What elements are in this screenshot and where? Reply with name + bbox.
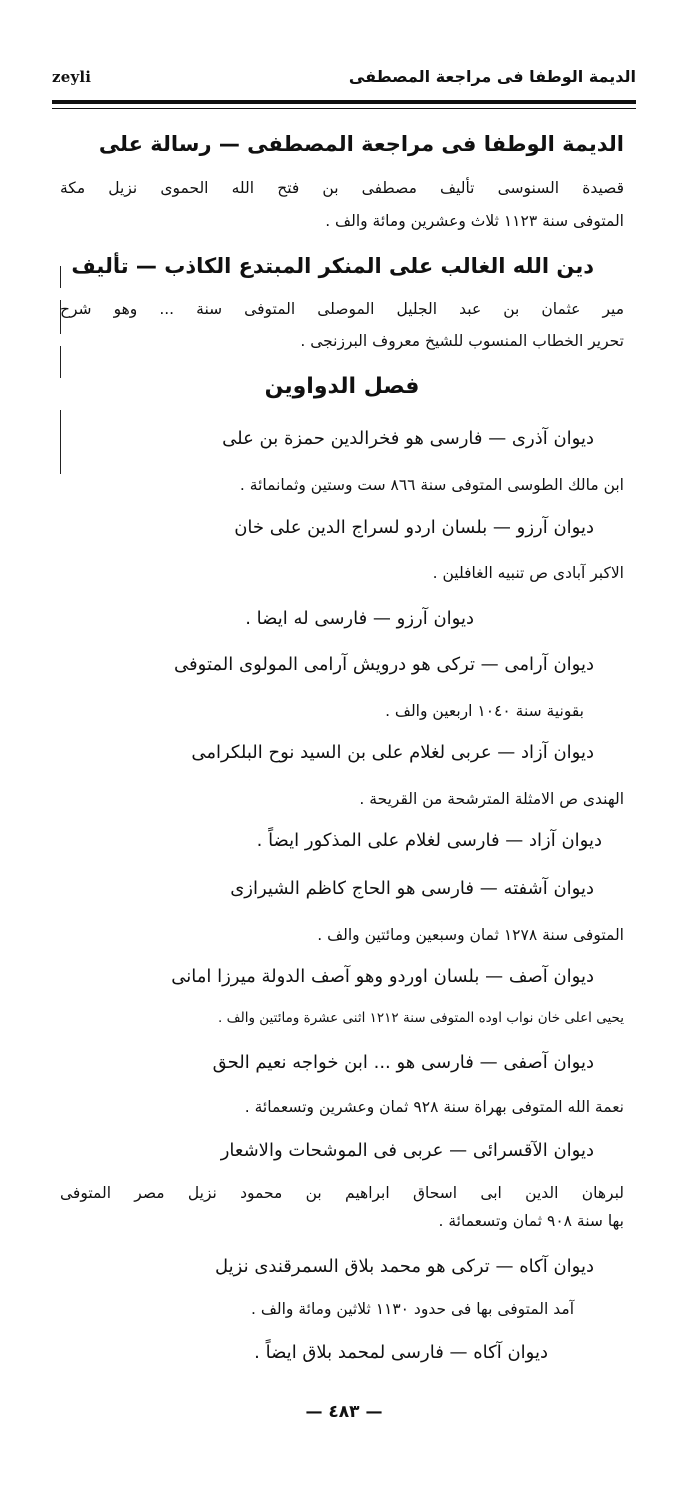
running-head-right: الديمة الوطفا فى مراجعة المصطفى bbox=[348, 67, 636, 86]
entry-line: المتوفى سنة ١١٢٣ ثلاث وعشرين ومائة والف . bbox=[325, 212, 624, 230]
entry-line-heading: الديمة الوطفا فى مراجعة المصطفى — رسالة على bbox=[98, 132, 624, 156]
page-number: — ٤٨٣ — bbox=[305, 1402, 383, 1422]
entry-line: تحرير الخطاب المنسوب للشيخ معروف البرزنجى . bbox=[300, 332, 624, 350]
diwan-line-heading: ديوان آزاد — عربى لغلام على بن السيد نوح البلكرامى bbox=[191, 742, 594, 763]
diwan-line: بها سنة ٩٠٨ ثمان وتسعمائة . bbox=[438, 1212, 624, 1230]
entry-line-heading: دين الله الغالب على المنكر المبتدع الكاذب — تأليف bbox=[71, 254, 594, 278]
running-head-left: zeyli bbox=[52, 68, 92, 86]
diwan-line: ابن مالك الطوسى المتوفى سنة ٨٦٦ ست وستين وثمانمائة . bbox=[239, 476, 624, 494]
entry-line: مير عثمان بن عبد الجليل الموصلى المتوفى سنة ... وهو شرح bbox=[60, 300, 624, 318]
diwan-line-heading: ديوان آكاه — فارسى لمحمد بلاق ايضاً . bbox=[254, 1342, 548, 1363]
diwan-line-heading: ديوان آصفى — فارسى هو ... ابن خواجه نعيم الحق bbox=[212, 1052, 594, 1073]
diwan-line: بقونية سنة ١٠٤٠ اربعين والف . bbox=[385, 702, 584, 720]
diwan-line-heading: ديوان آكاه — تركى هو محمد بلاق السمرقندى نزيل bbox=[215, 1256, 594, 1277]
diwan-line-heading: ديوان الآقسرائى — عربى فى الموشحات والاشعار bbox=[220, 1140, 594, 1161]
diwan-line-heading: ديوان آشفته — فارسى هو الحاج كاظم الشيرازى bbox=[230, 878, 594, 899]
body-text bbox=[60, 0, 624, 1496]
diwan-line: آمد المتوفى بها فى حدود ١١٣٠ ثلاثين ومائة والف . bbox=[251, 1300, 574, 1318]
diwan-line-heading: ديوان آرامى — تركى هو درويش آرامى المولوى المتوفى bbox=[174, 654, 594, 675]
diwan-line: المتوفى سنة ١٢٧٨ ثمان وسبعين ومائتين والف . bbox=[317, 926, 624, 944]
diwan-line: لبرهان الدين ابى اسحاق ابراهيم بن محمود نزيل مصر المتوفى bbox=[60, 1184, 624, 1202]
diwan-line: الهندى ص الامثلة المترشحة من القريحة . bbox=[359, 790, 624, 808]
diwan-line: نعمة الله المتوفى بهراة سنة ٩٢٨ ثمان وعشرين وتسعمائة . bbox=[244, 1098, 624, 1116]
diwan-line-heading: ديوان آزاد — فارسى لغلام على المذكور ايضاً . bbox=[256, 830, 602, 851]
diwan-line-heading: ديوان آصف — بلسان اوردو وهو آصف الدولة ميرزا امانى bbox=[171, 966, 594, 987]
diwan-line-heading: ديوان آذرى — فارسى هو فخرالدين حمزة بن على bbox=[222, 428, 594, 449]
entry-line: قصيدة السنوسى تأليف مصطفى بن فتح الله الحموى نزيل مكة bbox=[60, 179, 624, 197]
section-heading: فصل الدواوين bbox=[264, 374, 420, 399]
diwan-line: يحيى اعلى خان نواب اوده المتوفى سنة ١٢١٢ اثنى عشرة ومائتين والف . bbox=[218, 1010, 624, 1026]
diwan-line: الاكبر آبادى ص تنبيه الغافلين . bbox=[432, 564, 624, 582]
diwan-line-heading: ديوان آرزو — بلسان اردو لسراج الدين على خان bbox=[234, 517, 594, 538]
diwan-line-heading: ديوان آرزو — فارسى له ايضا . bbox=[245, 608, 474, 629]
